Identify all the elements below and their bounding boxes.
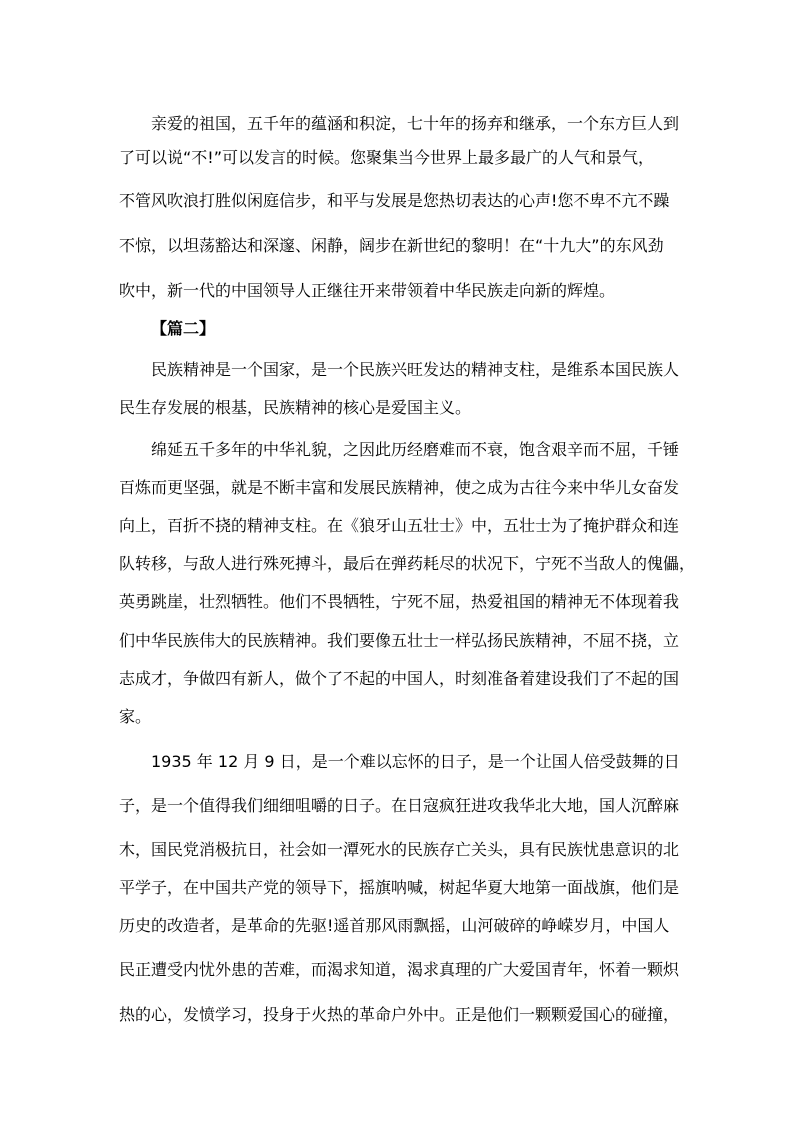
paragraph-4-line: 民正遭受内忧外患的苦难，而渴求知道，渴求真理的广大爱国青年，怀着一颗炽 [119, 960, 680, 979]
paragraph-4-line: 平学子，在中国共产党的领导下，摇旗呐喊，树起华夏大地第一面战旗，他们是 [119, 878, 680, 897]
paragraph-1-line: 亲爱的祖国，五千年的蕴涵和积淀，七十年的扬弃和继承，一个东方巨人到 [151, 114, 680, 133]
paragraph-1-line: 不管风吹浪打胜似闲庭信步，和平与发展是您热切表达的心声!您不卑不亢不躁 [119, 191, 670, 210]
paragraph-1-line: 吹中，新一代的中国领导人正继往开来带领着中华民族走向新的辉煌。 [119, 281, 616, 300]
paragraph-3-line: 们中华民族伟大的民族精神。我们要像五壮士一样弘扬民族精神，不屈不挠，立 [119, 631, 680, 650]
paragraph-3-line: 英勇跳崖，壮烈牺牲。他们不畏牺牲，宁死不屈，热爱祖国的精神无不体现着我 [119, 592, 680, 611]
section-heading: 【篇二】 [151, 319, 216, 338]
paragraph-3-line: 志成才，争做四有新人，做个了不起的中国人，时刻准备着建设我们了不起的国 [119, 669, 680, 688]
paragraph-4-line: 热的心，发愤学习，投身于火热的革命户外中。正是他们一颗颗爱国心的碰撞， [119, 1005, 680, 1024]
paragraph-3-line: 向上，百折不挠的精神支柱。在《狼牙山五壮士》中，五壮士为了掩护群众和连 [119, 516, 680, 535]
paragraph-3-line: 队转移，与敌人进行殊死搏斗，最后在弹药耗尽的状况下，宁死不当敌人的傀儡， [119, 554, 696, 573]
paragraph-4-line: 历史的改造者，是革命的先驱!遥首那风雨飘摇，山河破碎的峥嵘岁月，中国人 [119, 916, 670, 935]
paragraph-1-line: 不惊，以坦荡豁达和深邃、闲静，阔步在新世纪的黎明！在“十九大”的东风劲 [119, 236, 664, 255]
paragraph-3-line: 家。 [119, 707, 152, 726]
paragraph-3-line: 绵延五千多年的中华礼貌，之因此历经磨难而不衰，饱含艰辛而不屈，千锤 [151, 440, 680, 459]
paragraph-1-line: 了可以说“不!”可以发言的时候。您聚集当今世界上最多最广的人气和景气， [119, 148, 654, 167]
paragraph-2-line: 民生存发展的根基，民族精神的核心是爱国主义。 [119, 398, 472, 417]
paragraph-4-line: 1935 年 12 月 9 日，是一个难以忘怀的日子，是一个让国人倍受鼓舞的日 [151, 752, 680, 771]
paragraph-4-line: 子，是一个值得我们细细咀嚼的日子。在日寇疯狂进攻我华北大地，国人沉醉麻 [119, 796, 680, 815]
paragraph-4-line: 木，国民党消极抗日，社会如一潭死水的民族存亡关头，具有民族忧患意识的北 [119, 840, 680, 859]
paragraph-3-line: 百炼而更坚强，就是不断丰富和发展民族精神，使之成为古往今来中华儿女奋发 [119, 478, 680, 497]
paragraph-2-line: 民族精神是一个国家，是一个民族兴旺发达的精神支柱，是维系本国民族人 [151, 360, 680, 379]
